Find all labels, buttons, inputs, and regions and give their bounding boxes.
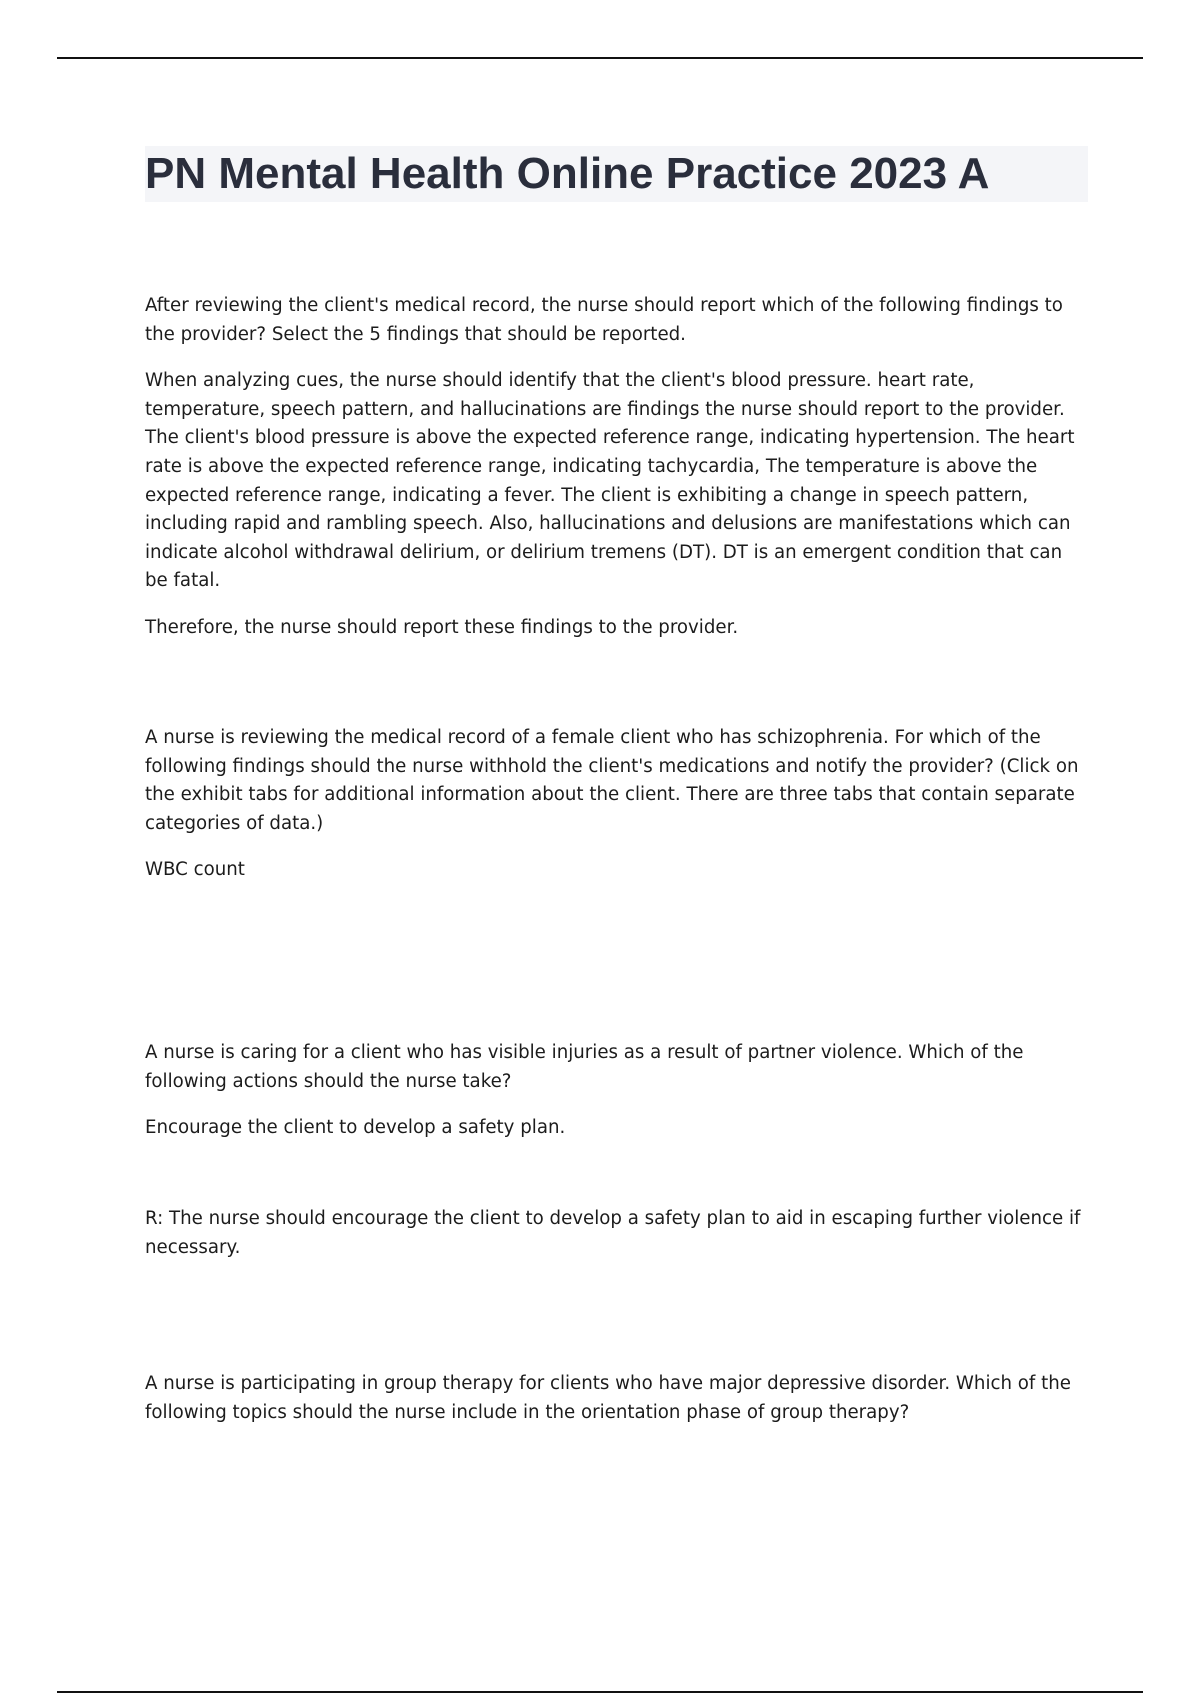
rationale-text: R: The nurse should encourage the client to develop a safety plan to aid in escaping further violence if necessary. [145,1208,1081,1258]
question-block-4 [145,1370,1090,1427]
question-text: A nurse is reviewing the medical record of a female client who has schizophrenia. For which of the following findings should the nurse withhold the client's medications and notify the provider? (Click on the exhibit tabs for additional information about the client. There are three tabs that contain separate categories of data.) [145,727,1079,834]
question-text: A nurse is caring for a client who has visible injuries as a result of partner violence. Which of the following actions should the nurse take? [145,1042,1024,1092]
footer-rule [57,1691,1143,1693]
conclusion-text: Therefore, the nurse should report these findings to the provider. [145,616,739,638]
answer-text: When analyzing cues, the nurse should identify that the client's blood pressure. heart rate, temperature, speech pattern, and hallucinations are findings the nurse should report to the provider. The client's blood pressure is above the expected reference range, indicating hypertension. The heart rate is above the expected reference range, indicating tachycardia, The temperature is above the expected reference range, indicating a fever. The client is exhibiting a change in speech pattern, including rapid and rambling speech. Also, hallucinations and delusions are manifestations which can indicate alcohol withdrawal delirium, or delirium tremens (DT). DT is an emergent condition that can be fatal. [145,370,1075,592]
answer-text: WBC count [145,859,245,881]
document-title: PN Mental Health Online Practice 2023 A [145,149,990,198]
header-rule [57,57,1143,59]
question-text: After reviewing the client's medical record, the nurse should report which of the following findings to the provider? Select the 5 findings that should be reported. [145,295,1063,345]
question-block-2 [145,724,1090,885]
question-text: A nurse is participating in group therapy for clients who have major depressive disorder. Which of the following topics should the nurse include in the orientation phase of group therapy? [145,1373,1071,1423]
answer-text: Encourage the client to develop a safety plan. [145,1117,566,1139]
title-banner [145,146,1088,202]
rationale-block-3 [145,1205,1090,1262]
question-block-1 [145,292,1090,643]
question-block-3 [145,1039,1090,1143]
